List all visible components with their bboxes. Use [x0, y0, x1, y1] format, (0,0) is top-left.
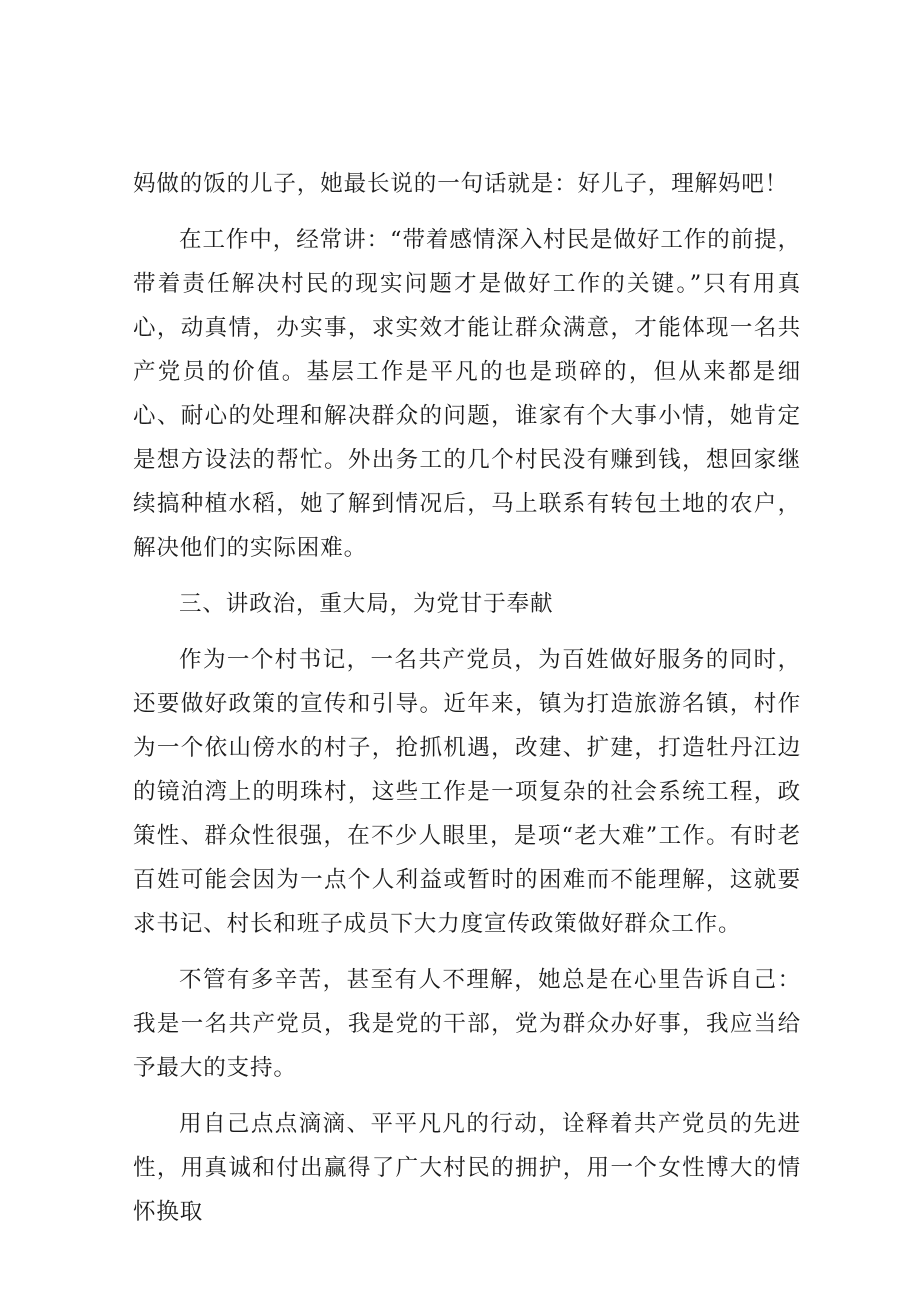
section-heading-politics: 三、讲政治，重大局，为党甘于奉献 [179, 591, 554, 617]
paragraph-conclusion: 用自己点点滴滴、平平凡凡的行动，诠释着共产党员的先进性，用真诚和付出赢得了广大村民的拥护，用一个女性博大的情怀换取 [133, 1111, 801, 1225]
document-body [133, 162, 801, 1234]
paragraph-continuation: 妈做的饭的儿子，她最长说的一句话就是：好儿子，理解妈吧！ [133, 171, 789, 197]
paragraph-policy-promotion: 作为一个村书记，一名共产党员，为百姓做好服务的同时，还要做好政策的宣传和引导。近年来，镇为打造旅游名镇，村作为一个依山傍水的村子，抢抓机遇，改建、扩建，打造牡丹江边的镜泊湾上的明珠村，这些工作是一项复杂的社会系统工程，政策性、群众性很强，在不少人眼里，是项“老大难”工作。有时老百姓可能会因为一点个人利益或暂时的困难而不能理解，这就要求书记、村长和班子成员下大力度宣传政策做好群众工作。 [133, 647, 801, 937]
paragraph-work-attitude: 在工作中，经常讲：“带着感情深入村民是做好工作的前提，带着责任解决村民的现实问题才是做好工作的关键。”只有用真心，动真情，办实事，求实效才能让群众满意，才能体现一名共产党员的价值。基层工作是平凡的也是琐碎的，但从来都是细心、耐心的处理和解决群众的问题，谁家有个大事小情，她肯定是想方设法的帮忙。外出务工的几个村民没有赚到钱，想回家继续搞种植水稻，她了解到情况后，马上联系有转包土地的农户，解决他们的实际困难。 [133, 227, 801, 561]
paragraph-self-reminder: 不管有多辛苦，甚至有人不理解，她总是在心里告诉自己：我是一名共产党员，我是党的干部，党为群众办好事，我应当给予最大的支持。 [133, 967, 801, 1081]
